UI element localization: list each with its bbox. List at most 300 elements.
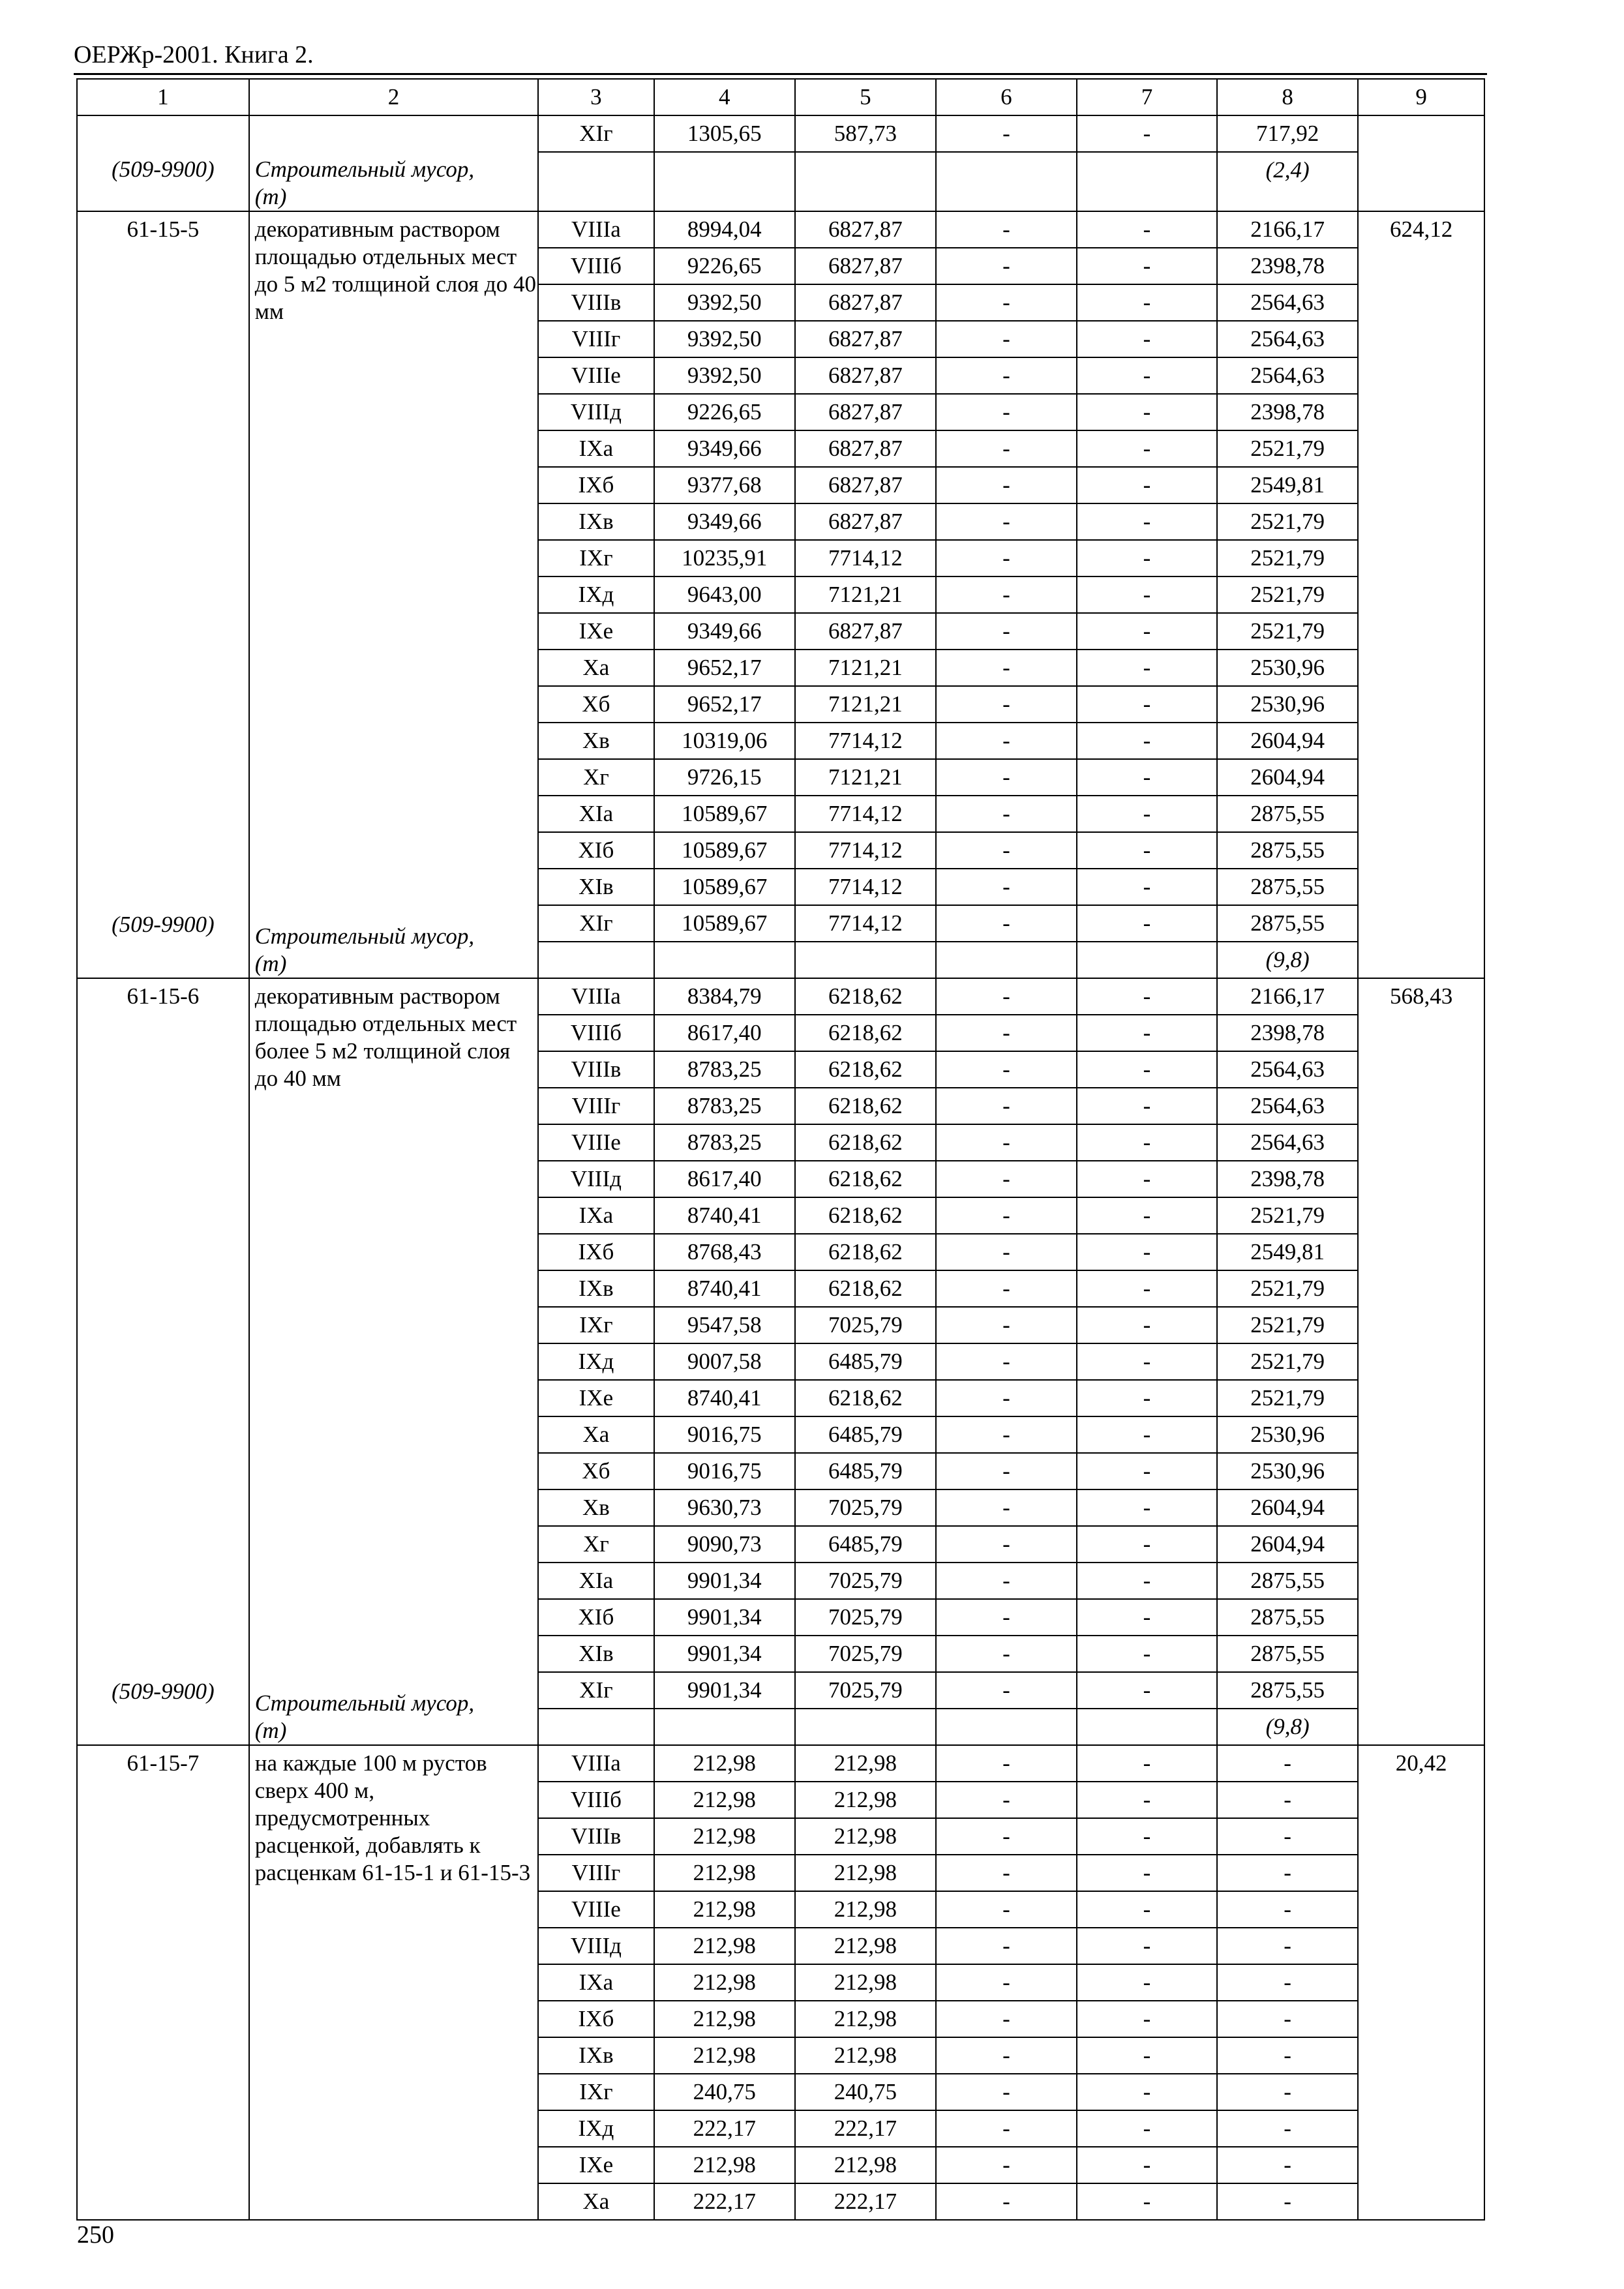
cell-value: 6827,87 <box>795 211 936 248</box>
rate-description <box>249 978 538 1745</box>
cell-value: 10589,67 <box>654 832 795 869</box>
cell-value: - <box>936 1124 1077 1161</box>
table-row <box>77 115 1484 152</box>
cell-value: - <box>1077 2110 1217 2147</box>
cell-value: 9726,15 <box>654 759 795 796</box>
cell-zone: Xв <box>538 723 654 759</box>
cell-zone: Xв <box>538 1489 654 1526</box>
cell-value: 8994,04 <box>654 211 795 248</box>
cell-value: 2166,17 <box>1217 978 1358 1015</box>
cell-value: 9349,66 <box>654 613 795 650</box>
cell-zone: VIIIа <box>538 978 654 1015</box>
cell-value: - <box>1077 1782 1217 1818</box>
cell-value: 2604,94 <box>1217 723 1358 759</box>
cell-value: - <box>936 978 1077 1015</box>
cell-zone: XIг <box>538 1672 654 1709</box>
cell-value: - <box>1077 759 1217 796</box>
cell-value: 7714,12 <box>795 869 936 905</box>
cell-zone: VIIIв <box>538 1051 654 1088</box>
header-rule <box>74 73 1487 75</box>
cell-value: 8783,25 <box>654 1088 795 1124</box>
cell-value: 2549,81 <box>1217 1234 1358 1270</box>
cell-value: 7025,79 <box>795 1563 936 1599</box>
cell-value: - <box>1077 1307 1217 1343</box>
cell-value: 9007,58 <box>654 1343 795 1380</box>
cell-value: 7121,21 <box>795 686 936 723</box>
cell-value: - <box>936 1782 1077 1818</box>
cell-value: - <box>936 2037 1077 2074</box>
column-number: 7 <box>1077 79 1217 115</box>
cell-value: 6218,62 <box>795 1124 936 1161</box>
cell-value: 2875,55 <box>1217 1599 1358 1636</box>
cell-value: 9652,17 <box>654 650 795 686</box>
cell-value: 6218,62 <box>795 1015 936 1051</box>
cell-value: 2530,96 <box>1217 650 1358 686</box>
cell-value: - <box>1217 2183 1358 2220</box>
material-code: (509-9900) <box>112 912 215 937</box>
cell-value: - <box>936 1599 1077 1636</box>
cell-zone: IXг <box>538 2074 654 2110</box>
rate-col9: 20,42 <box>1358 1745 1484 2220</box>
cell-value: 7025,79 <box>795 1489 936 1526</box>
rate-description-text: декоративным раствором площадью отдельных мест более 5 м2 толщиной слоя до 40 мм <box>254 983 517 1091</box>
cell-value: - <box>936 1818 1077 1855</box>
cell-value: - <box>1077 796 1217 832</box>
cell-value: 7121,21 <box>795 759 936 796</box>
cell-value: 2521,79 <box>1217 613 1358 650</box>
cell-zone: VIIIв <box>538 1818 654 1855</box>
cell-zone: VIIIб <box>538 248 654 284</box>
cell-zone: XIб <box>538 832 654 869</box>
cell-value: - <box>1077 1234 1217 1270</box>
cell-value: 222,17 <box>795 2110 936 2147</box>
cell-zone: VIIIв <box>538 284 654 321</box>
cell-value: 9090,73 <box>654 1526 795 1563</box>
cell-value: - <box>936 1088 1077 1124</box>
cell-empty <box>538 152 654 211</box>
cell-value: - <box>1217 2074 1358 2110</box>
cell-value: - <box>1077 1270 1217 1307</box>
cell-value: 2604,94 <box>1217 1489 1358 1526</box>
price-table <box>76 78 1485 2221</box>
cell-value: - <box>1077 1197 1217 1234</box>
cell-value: 6218,62 <box>795 1270 936 1307</box>
cell-value: - <box>936 1672 1077 1709</box>
cell-value: - <box>936 321 1077 357</box>
cell-value: 212,98 <box>654 1782 795 1818</box>
cell-zone: XIа <box>538 796 654 832</box>
cell-zone: IXе <box>538 2147 654 2183</box>
cell-value: - <box>936 686 1077 723</box>
cell-value: 9547,58 <box>654 1307 795 1343</box>
cell-zone: IXе <box>538 613 654 650</box>
cell-zone: VIIIе <box>538 1124 654 1161</box>
cell-value: 2875,55 <box>1217 905 1358 942</box>
cell-value: - <box>1217 1891 1358 1928</box>
cell-zone: VIIIд <box>538 1928 654 1964</box>
cell-value: - <box>936 1197 1077 1234</box>
material-name <box>255 1690 535 1744</box>
cell-value: 212,98 <box>795 1964 936 2001</box>
cell-zone: VIIIб <box>538 1782 654 1818</box>
cell-value: 6218,62 <box>795 1380 936 1416</box>
cell-zone: Xб <box>538 1453 654 1489</box>
cell-value: - <box>936 1161 1077 1197</box>
cell-value: 10589,67 <box>654 796 795 832</box>
cell-value: - <box>1217 1855 1358 1891</box>
cell-value: 7714,12 <box>795 796 936 832</box>
cell-zone: IXг <box>538 1307 654 1343</box>
cell-value: - <box>1217 1782 1358 1818</box>
cell-value: 2564,63 <box>1217 321 1358 357</box>
cell-value: - <box>1077 1489 1217 1526</box>
cell-zone: IXб <box>538 1234 654 1270</box>
cell-value: - <box>936 1343 1077 1380</box>
cell-value: - <box>936 1964 1077 2001</box>
cell-value: - <box>936 1416 1077 1453</box>
cell-value: 6218,62 <box>795 1088 936 1124</box>
cell-value: 212,98 <box>795 1782 936 1818</box>
cell-value: 2875,55 <box>1217 1672 1358 1709</box>
cell-zone: IXв <box>538 2037 654 2074</box>
cell-value: 9349,66 <box>654 430 795 467</box>
cell-value: 2521,79 <box>1217 540 1358 576</box>
cell-value: 212,98 <box>795 1818 936 1855</box>
cell-value: 212,98 <box>654 1818 795 1855</box>
cell-value: - <box>936 2074 1077 2110</box>
cell-value: 9392,50 <box>654 357 795 394</box>
cell-value: 2564,63 <box>1217 1051 1358 1088</box>
cell-value: 2521,79 <box>1217 430 1358 467</box>
cell-value: - <box>1077 357 1217 394</box>
material-quantity: (2,4) <box>1217 152 1358 211</box>
cell-value: - <box>936 576 1077 613</box>
column-number-row <box>77 79 1484 115</box>
cell-value: 2604,94 <box>1217 759 1358 796</box>
column-number: 1 <box>77 79 249 115</box>
table-row <box>77 211 1484 248</box>
cell-zone: IXд <box>538 1343 654 1380</box>
cell-value: 717,92 <box>1217 115 1358 152</box>
cell-zone: Xг <box>538 759 654 796</box>
cell-value: 8783,25 <box>654 1124 795 1161</box>
cell-value: 2521,79 <box>1217 1307 1358 1343</box>
cell-value: 7121,21 <box>795 650 936 686</box>
cell-value: - <box>1077 1891 1217 1928</box>
cell-value: 10589,67 <box>654 905 795 942</box>
cell-value: 6218,62 <box>795 1234 936 1270</box>
cell-value: 2166,17 <box>1217 211 1358 248</box>
cell-value: 240,75 <box>795 2074 936 2110</box>
cell-value: 8768,43 <box>654 1234 795 1270</box>
cell-value: - <box>1077 540 1217 576</box>
column-number: 4 <box>654 79 795 115</box>
cell-value: - <box>936 211 1077 248</box>
cell-value: - <box>1077 1380 1217 1416</box>
cell-value: - <box>936 1891 1077 1928</box>
cell-value: - <box>936 1051 1077 1088</box>
rate-col9: 568,43 <box>1358 978 1484 1745</box>
cell-zone: VIIIе <box>538 1891 654 1928</box>
cell-empty <box>654 1709 795 1745</box>
rate-code-text: 61-15-5 <box>127 217 200 242</box>
cell-value: - <box>1077 248 1217 284</box>
cell-value: 6827,87 <box>795 503 936 540</box>
cell-value: - <box>936 613 1077 650</box>
cell-value: - <box>1217 1818 1358 1855</box>
cell-zone: IXг <box>538 540 654 576</box>
cell-value: - <box>1077 1964 1217 2001</box>
cell-value: 222,17 <box>654 2110 795 2147</box>
cell-value: 587,73 <box>795 115 936 152</box>
cell-value: - <box>936 759 1077 796</box>
cell-value: 2398,78 <box>1217 248 1358 284</box>
cell-zone: XIг <box>538 905 654 942</box>
cell-zone: IXд <box>538 2110 654 2147</box>
cell-value: - <box>1077 1563 1217 1599</box>
cell-value: 212,98 <box>795 2147 936 2183</box>
cell-value: 6485,79 <box>795 1416 936 1453</box>
cell-zone: VIIIд <box>538 394 654 430</box>
cell-value: 2875,55 <box>1217 1636 1358 1672</box>
cell-value: - <box>1077 1526 1217 1563</box>
cell-value: 2549,81 <box>1217 467 1358 503</box>
cell-value: 222,17 <box>795 2183 936 2220</box>
cell-value: 6827,87 <box>795 357 936 394</box>
cell-value: 9349,66 <box>654 503 795 540</box>
material-name <box>249 152 538 211</box>
cell-value: - <box>936 467 1077 503</box>
cell-value: 6827,87 <box>795 394 936 430</box>
cell-value: - <box>936 1855 1077 1891</box>
cell-empty <box>936 152 1077 211</box>
cell-value: 9652,17 <box>654 686 795 723</box>
cell-value: - <box>936 1453 1077 1489</box>
cell-value: 6218,62 <box>795 978 936 1015</box>
cell-zone: IXе <box>538 1380 654 1416</box>
cell-zone: Xа <box>538 2183 654 2220</box>
cell-value: - <box>1077 2001 1217 2037</box>
cell-value: - <box>1077 211 1217 248</box>
rate-description <box>249 211 538 978</box>
cell-value: - <box>936 503 1077 540</box>
cell-value: - <box>1077 1343 1217 1380</box>
table-row <box>77 978 1484 1015</box>
table-row <box>77 1745 1484 1782</box>
cell-value: - <box>1077 1161 1217 1197</box>
cell-value: 6218,62 <box>795 1197 936 1234</box>
cell-empty <box>936 1709 1077 1745</box>
material-quantity: (9,8) <box>1217 1709 1358 1745</box>
cell-zone: Xб <box>538 686 654 723</box>
cell-value: - <box>1077 2147 1217 2183</box>
cell-value: - <box>936 394 1077 430</box>
cell-value: 2604,94 <box>1217 1526 1358 1563</box>
cell-zone: IXб <box>538 467 654 503</box>
cell-empty <box>795 152 936 211</box>
cell-value: 9226,65 <box>654 248 795 284</box>
cell-empty <box>538 942 654 978</box>
rate-code-text: 61-15-6 <box>127 983 200 1009</box>
cell-value: 212,98 <box>654 2037 795 2074</box>
page-number: 250 <box>77 2221 114 2249</box>
column-number: 2 <box>249 79 538 115</box>
cell-value: 10235,91 <box>654 540 795 576</box>
cell-value: - <box>936 115 1077 152</box>
cell-value: - <box>1077 430 1217 467</box>
cell-zone: IXб <box>538 2001 654 2037</box>
cell-value: 8783,25 <box>654 1051 795 1088</box>
cell-value: - <box>1077 905 1217 942</box>
cell-value: - <box>1077 2037 1217 2074</box>
cell-value: 7025,79 <box>795 1599 936 1636</box>
cell-zone: VIIIг <box>538 321 654 357</box>
cell-value: 9392,50 <box>654 284 795 321</box>
cell-zone: Xг <box>538 1526 654 1563</box>
cell-empty <box>249 115 538 152</box>
cell-value: 9392,50 <box>654 321 795 357</box>
column-number: 6 <box>936 79 1077 115</box>
cell-value: 6827,87 <box>795 613 936 650</box>
cell-value: - <box>1217 2037 1358 2074</box>
cell-value: - <box>936 430 1077 467</box>
cell-value: 2521,79 <box>1217 1343 1358 1380</box>
cell-value: - <box>936 1234 1077 1270</box>
cell-value: - <box>1077 503 1217 540</box>
cell-value: 2875,55 <box>1217 832 1358 869</box>
cell-value: 2521,79 <box>1217 576 1358 613</box>
material-name-line: Строительный мусор, <box>254 923 475 949</box>
cell-zone: Xа <box>538 1416 654 1453</box>
material-name-line: Строительный мусор, <box>254 1690 475 1716</box>
cell-empty <box>795 1709 936 1745</box>
cell-empty <box>1358 152 1484 211</box>
cell-value: 8740,41 <box>654 1380 795 1416</box>
cell-value: 212,98 <box>654 1745 795 1782</box>
cell-value: 6827,87 <box>795 321 936 357</box>
cell-value: - <box>1077 1088 1217 1124</box>
rate-code <box>77 1745 249 2220</box>
cell-value: 7714,12 <box>795 723 936 759</box>
cell-empty <box>936 942 1077 978</box>
cell-value: 212,98 <box>795 1745 936 1782</box>
cell-value: 7714,12 <box>795 540 936 576</box>
cell-value: 9643,00 <box>654 576 795 613</box>
cell-value: 2530,96 <box>1217 686 1358 723</box>
cell-value: - <box>1077 1672 1217 1709</box>
material-name <box>255 923 535 978</box>
rate-code <box>77 211 249 978</box>
cell-value: 9016,75 <box>654 1416 795 1453</box>
rate-description-text: на каждые 100 м рустов сверх 400 м, предусмотренных расценкой, добавлять к расценкам 61-15-1 и 61-15-3 <box>254 1750 531 1885</box>
cell-empty <box>1077 1709 1217 1745</box>
cell-value: 2564,63 <box>1217 1124 1358 1161</box>
cell-value: - <box>1077 1416 1217 1453</box>
cell-value: - <box>1077 1636 1217 1672</box>
cell-value: 2521,79 <box>1217 503 1358 540</box>
cell-value: - <box>1077 1124 1217 1161</box>
cell-value: 6827,87 <box>795 248 936 284</box>
cell-value: 9901,34 <box>654 1672 795 1709</box>
cell-value: 8617,40 <box>654 1015 795 1051</box>
cell-zone: XIб <box>538 1599 654 1636</box>
cell-value: - <box>1077 1599 1217 1636</box>
cell-value: 9226,65 <box>654 394 795 430</box>
page-header-title: ОЕРЖр-2001. Книга 2. <box>74 41 314 68</box>
cell-zone: VIIIд <box>538 1161 654 1197</box>
cell-value: 212,98 <box>795 1928 936 1964</box>
cell-zone: IXд <box>538 576 654 613</box>
cell-zone: XIг <box>538 115 654 152</box>
cell-value: - <box>1077 1015 1217 1051</box>
cell-zone: VIIIг <box>538 1855 654 1891</box>
cell-empty <box>654 152 795 211</box>
cell-value: 2564,63 <box>1217 357 1358 394</box>
cell-value: 7025,79 <box>795 1307 936 1343</box>
column-number: 9 <box>1358 79 1484 115</box>
cell-value: 10589,67 <box>654 869 795 905</box>
cell-value: - <box>936 1745 1077 1782</box>
cell-value: 7714,12 <box>795 832 936 869</box>
cell-value: 1305,65 <box>654 115 795 152</box>
cell-value: - <box>936 1928 1077 1964</box>
cell-value: - <box>1077 115 1217 152</box>
cell-value: 9630,73 <box>654 1489 795 1526</box>
cell-value: - <box>1217 2110 1358 2147</box>
cell-value: 2875,55 <box>1217 869 1358 905</box>
cell-value: 2530,96 <box>1217 1453 1358 1489</box>
material-name-line: (т) <box>254 184 287 209</box>
cell-value: - <box>1077 1745 1217 1782</box>
cell-zone: IXв <box>538 1270 654 1307</box>
cell-value: - <box>1077 2074 1217 2110</box>
column-number: 3 <box>538 79 654 115</box>
cell-value: 8384,79 <box>654 978 795 1015</box>
cell-value: - <box>936 650 1077 686</box>
cell-value: - <box>936 832 1077 869</box>
cell-value: 7121,21 <box>795 576 936 613</box>
cell-value: - <box>1217 2001 1358 2037</box>
cell-value: - <box>936 1636 1077 1672</box>
cell-zone: VIIIа <box>538 211 654 248</box>
cell-value: - <box>1077 613 1217 650</box>
cell-zone: VIIIе <box>538 357 654 394</box>
cell-value: 212,98 <box>654 1964 795 2001</box>
cell-value: - <box>936 1015 1077 1051</box>
cell-value: - <box>936 540 1077 576</box>
cell-value: 7714,12 <box>795 905 936 942</box>
cell-value: 2875,55 <box>1217 796 1358 832</box>
cell-zone: IXа <box>538 1197 654 1234</box>
cell-value: 7025,79 <box>795 1636 936 1672</box>
cell-value: - <box>936 1526 1077 1563</box>
cell-value: 2398,78 <box>1217 1015 1358 1051</box>
rate-col9: 624,12 <box>1358 211 1484 978</box>
cell-value: 6218,62 <box>795 1051 936 1088</box>
cell-value: - <box>936 723 1077 759</box>
cell-value: - <box>1217 1964 1358 2001</box>
cell-value: - <box>936 2001 1077 2037</box>
rate-code <box>77 978 249 1745</box>
cell-value: - <box>1077 394 1217 430</box>
material-name-line: (т) <box>254 1718 287 1743</box>
cell-value: - <box>1077 869 1217 905</box>
cell-value: 8740,41 <box>654 1197 795 1234</box>
cell-empty <box>77 115 249 152</box>
cell-value: 6827,87 <box>795 284 936 321</box>
cell-value: - <box>936 248 1077 284</box>
material-row <box>77 152 1484 211</box>
